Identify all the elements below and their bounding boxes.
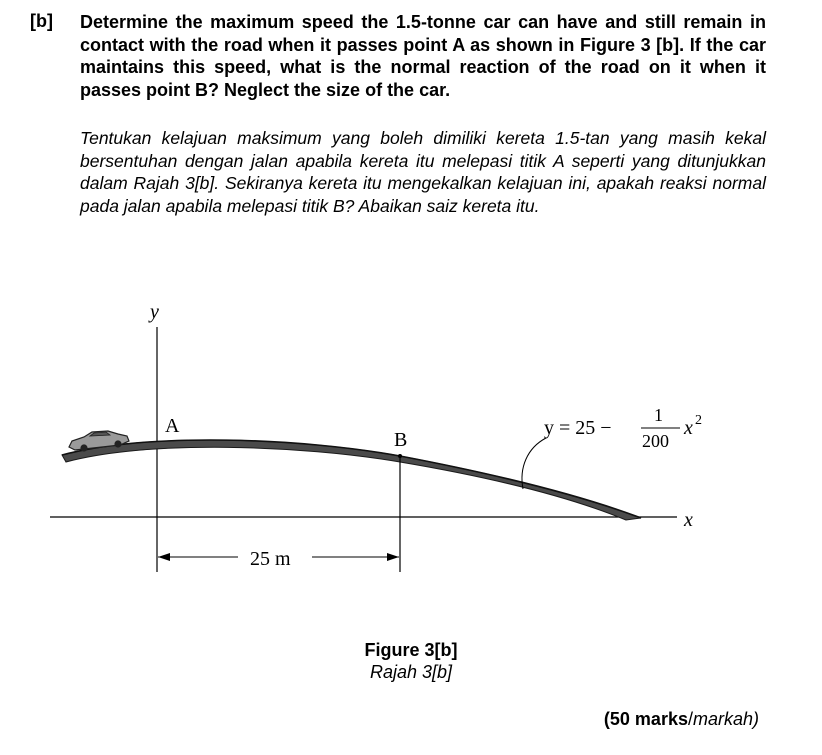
question-text-malay: Tentukan kelajuan maksimum yang boleh dimiliki kereta 1.5-tan yang masih kekal bersentuhan dengan jalan apabila kereta itu melepasi titik A seperti yang ditunjukkan dalam Rajah 3[b]. Sekiranya kereta itu mengekalkan kelajuan ini, apakah reaksi normal pada jalan apabila melepasi titik B? Abaikan saiz kereta itu. xyxy=(80,128,766,216)
marks-label: (50 marks/markah) xyxy=(603,709,759,729)
equation-var: x xyxy=(684,417,693,439)
dimension-arrow-left xyxy=(158,553,170,561)
y-axis-label: y xyxy=(150,301,159,323)
equation-lhs: y = 25 − xyxy=(544,417,612,439)
x-axis-label: x xyxy=(684,509,693,531)
dimension-arrow-right xyxy=(387,553,399,561)
equation-leader xyxy=(522,438,546,489)
road-curve xyxy=(62,440,641,520)
figure-caption: Figure 3[b] xyxy=(364,640,458,660)
equation-numerator: 1 xyxy=(654,405,663,425)
equation-exponent: 2 xyxy=(695,413,702,428)
question-text-english: Determine the maximum speed the 1.5-tonne car can have and still remain in contact with the road when it passes point A as shown in Figure 3 [b]. If the car maintains this speed, what is the normal reaction of the road on it when it passes point B? Neglect the size of the car. xyxy=(80,12,766,100)
dimension-label: 25 m xyxy=(250,548,291,570)
point-a-label: A xyxy=(165,415,180,437)
equation-denominator: 200 xyxy=(642,431,669,451)
question-label: [b] xyxy=(30,11,53,31)
figure-caption-malay: Rajah 3[b] xyxy=(369,662,453,682)
point-b-label: B xyxy=(394,429,408,451)
